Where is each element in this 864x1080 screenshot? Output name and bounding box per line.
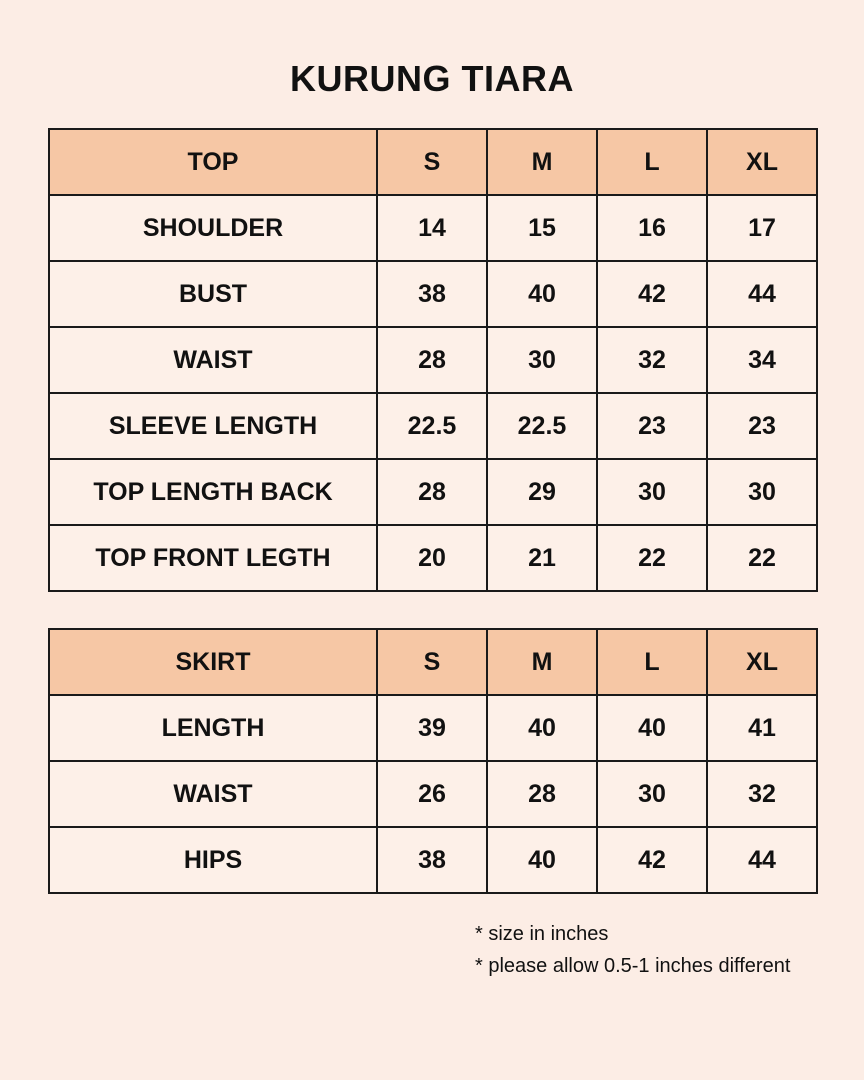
measurement-label: WAIST xyxy=(49,327,377,393)
measurement-value: 30 xyxy=(597,761,707,827)
measurement-value: 34 xyxy=(707,327,817,393)
measurement-label: SLEEVE LENGTH xyxy=(49,393,377,459)
measurement-value: 30 xyxy=(707,459,817,525)
measurement-value: 16 xyxy=(597,195,707,261)
measurement-value: 22.5 xyxy=(487,393,597,459)
measurement-value: 30 xyxy=(597,459,707,525)
measurement-value: 42 xyxy=(597,827,707,893)
note-line: * size in inches xyxy=(475,923,609,945)
measurement-value: 23 xyxy=(707,393,817,459)
table-header-row xyxy=(49,629,817,695)
measurement-value: 32 xyxy=(707,761,817,827)
measurement-value: 44 xyxy=(707,261,817,327)
table-row xyxy=(49,393,817,459)
measurement-value: 41 xyxy=(707,695,817,761)
measurement-value: 30 xyxy=(487,327,597,393)
measurement-label: SHOULDER xyxy=(49,195,377,261)
measurement-label: TOP LENGTH BACK xyxy=(49,459,377,525)
measurement-label: LENGTH xyxy=(49,695,377,761)
measurement-label: WAIST xyxy=(49,761,377,827)
table-row xyxy=(49,525,817,591)
measurement-value: 38 xyxy=(377,261,487,327)
table-row xyxy=(49,459,817,525)
measurement-value: 20 xyxy=(377,525,487,591)
measurement-value: 21 xyxy=(487,525,597,591)
table-row xyxy=(49,261,817,327)
measurement-value: 32 xyxy=(597,327,707,393)
measurement-value: 26 xyxy=(377,761,487,827)
measurement-label: HIPS xyxy=(49,827,377,893)
measurement-value: 23 xyxy=(597,393,707,459)
measurement-value: 38 xyxy=(377,827,487,893)
header-cell-category: SKIRT xyxy=(49,629,377,695)
note-line: * please allow 0.5-1 inches different xyxy=(475,955,791,977)
measurement-value: 22 xyxy=(597,525,707,591)
header-cell-size: XL xyxy=(707,129,817,195)
table-row xyxy=(49,327,817,393)
page-title: KURUNG TIARA xyxy=(290,58,574,99)
table-header-row xyxy=(49,129,817,195)
measurement-label: TOP FRONT LEGTH xyxy=(49,525,377,591)
measurement-value: 28 xyxy=(377,327,487,393)
top-size-table xyxy=(48,128,818,592)
header-cell-size: L xyxy=(597,629,707,695)
header-cell-size: XL xyxy=(707,629,817,695)
measurement-value: 28 xyxy=(487,761,597,827)
measurement-value: 14 xyxy=(377,195,487,261)
measurement-value: 40 xyxy=(597,695,707,761)
header-cell-size: M xyxy=(487,629,597,695)
measurement-value: 42 xyxy=(597,261,707,327)
skirt-size-table xyxy=(48,628,818,894)
measurement-value: 40 xyxy=(487,261,597,327)
measurement-value: 40 xyxy=(487,827,597,893)
measurement-value: 17 xyxy=(707,195,817,261)
table-row xyxy=(49,827,817,893)
measurement-value: 22.5 xyxy=(377,393,487,459)
table-row xyxy=(49,695,817,761)
header-cell-size: M xyxy=(487,129,597,195)
header-cell-size: L xyxy=(597,129,707,195)
measurement-label: BUST xyxy=(49,261,377,327)
measurement-value: 15 xyxy=(487,195,597,261)
header-cell-size: S xyxy=(377,129,487,195)
header-cell-size: S xyxy=(377,629,487,695)
size-notes xyxy=(475,918,790,982)
table-row xyxy=(49,761,817,827)
measurement-value: 39 xyxy=(377,695,487,761)
header-cell-category: TOP xyxy=(49,129,377,195)
table-row xyxy=(49,195,817,261)
measurement-value: 44 xyxy=(707,827,817,893)
measurement-value: 22 xyxy=(707,525,817,591)
measurement-value: 29 xyxy=(487,459,597,525)
measurement-value: 40 xyxy=(487,695,597,761)
measurement-value: 28 xyxy=(377,459,487,525)
